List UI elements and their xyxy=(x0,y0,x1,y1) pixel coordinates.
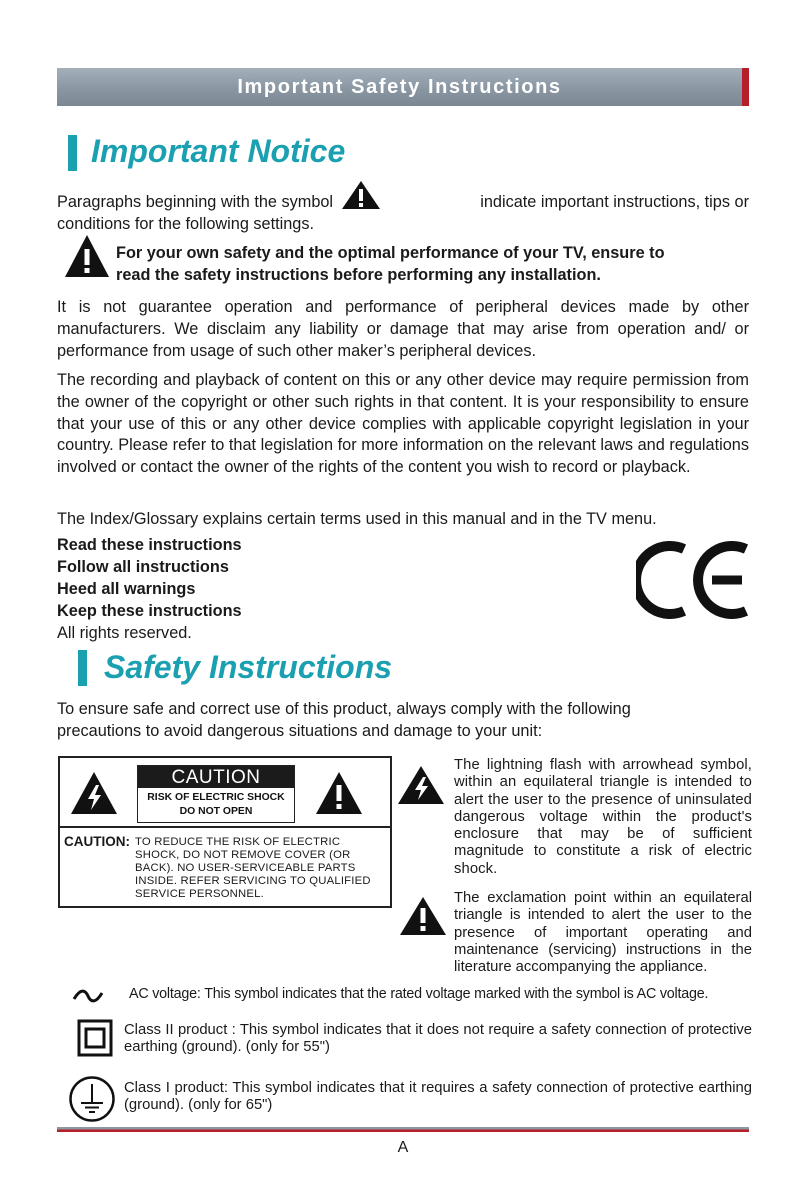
caution-line: SERVICE PERSONNEL. xyxy=(135,888,264,900)
list-item: Follow all instructions xyxy=(57,557,229,576)
safety-title: Safety Instructions xyxy=(104,649,393,685)
footer-line xyxy=(57,1127,749,1132)
safety-warning-line1: For your own safety and the optimal performance of your TV, ensure to xyxy=(116,244,665,262)
notice-intro xyxy=(57,188,749,236)
exclamation-warning-icon xyxy=(315,771,363,815)
class-i-text: Class I product: This symbol indicates that it requires a safety connection of protective earthing (ground). (only for 65") xyxy=(124,1080,752,1114)
divider xyxy=(58,826,392,828)
list-item: Keep these instructions xyxy=(57,601,242,620)
caution-label: CAUTION: xyxy=(64,834,130,849)
caution-line: INSIDE. REFER SERVICING TO QUALIFIED xyxy=(135,875,371,887)
safety-intro-line1: To ensure safe and correct use of this product, always comply with the following xyxy=(57,700,631,718)
safety-intro-line2: precautions to avoid dangerous situations and damage to your unit: xyxy=(57,721,543,740)
safety-intro xyxy=(57,699,631,743)
caution-head: CAUTION xyxy=(138,766,294,788)
notice-intro-b: indicate important instructions, tips or xyxy=(480,193,749,212)
caution-line: TO REDUCE THE RISK OF ELECTRIC xyxy=(135,836,341,848)
lightning-warning-icon xyxy=(70,771,118,815)
list-item: Heed all warnings xyxy=(57,579,196,598)
header-bar xyxy=(57,68,749,106)
rights-text: All rights reserved. xyxy=(57,623,192,642)
warning-icon xyxy=(64,233,110,279)
ac-voltage-text: AC voltage: This symbol indicates that the rated voltage marked with the symbol is AC voltage. xyxy=(129,986,709,1002)
caution-sub: RISK OF ELECTRIC SHOCK xyxy=(147,792,285,803)
ac-voltage-icon xyxy=(72,988,104,1004)
instruction-list xyxy=(57,535,242,645)
safety-warning xyxy=(116,243,665,287)
lightning-text: The lightning flash with arrowhead symbol, within an equilateral triangle is intended to alert the user to the presence of uninsulated dangerous voltage within the product's enclosure that may be of sufficient magnitude to constitute a risk of electric shock. xyxy=(454,757,752,877)
paragraph-glossary: The Index/Glossary explains certain terms used in this manual and in the TV menu. xyxy=(57,510,657,528)
caution-panel xyxy=(137,765,295,823)
caution-sub: DO NOT OPEN xyxy=(179,806,253,817)
exclamation-text: The exclamation point within an equilateral triangle is intended to alert the user to the presence of important operating and maintenance (servicing) instructions in the literature accompanying the appliance. xyxy=(454,890,752,976)
ce-mark-icon xyxy=(636,540,752,620)
safety-warning-line2: read the safety instructions before performing any installation. xyxy=(116,265,601,284)
list-item: Read these instructions xyxy=(57,536,242,554)
lightning-warning-icon xyxy=(397,765,445,805)
page-number: A xyxy=(397,1139,409,1156)
paragraph-copyright: The recording and playback of content on this or any other device may require permission from the owner of the copyright or other such rights in that content. It is your responsibility to ensure that your use of this or any other device complies with applicable copyright legislation in your country. Please refer to that legislation for more information on the relevant laws and regulations involved or contact the owner of the rights of the content you wish to record or playback. xyxy=(57,371,749,477)
notice-title: Important Notice xyxy=(91,133,346,169)
caution-line: SHOCK, DO NOT REMOVE COVER (OR xyxy=(135,849,351,861)
caution-line: BACK). NO USER-SERVICEABLE PARTS xyxy=(135,862,356,874)
protective-earth-icon xyxy=(68,1075,116,1123)
header-title: Important Safety Instructions xyxy=(237,76,562,98)
notice-intro-a: Paragraphs beginning with the symbol xyxy=(57,193,334,212)
notice-intro-c: conditions for the following settings. xyxy=(57,215,315,233)
section-marker xyxy=(78,650,87,686)
warning-icon xyxy=(341,188,381,214)
class-ii-text: Class II product : This symbol indicates that it does not require a safety connection of protective earthing (ground). (only for 55") xyxy=(124,1022,752,1056)
section-marker xyxy=(68,135,77,171)
caution-text xyxy=(135,836,390,901)
paragraph-peripherals: It is not guarantee operation and performance of peripheral devices made by other manufacturers. We disclaim any liability or damage that may arise from operation and/ or performance from usage of such other maker’s peripheral devices. xyxy=(57,298,749,360)
class-ii-icon xyxy=(77,1019,113,1057)
exclamation-warning-icon xyxy=(399,896,447,936)
